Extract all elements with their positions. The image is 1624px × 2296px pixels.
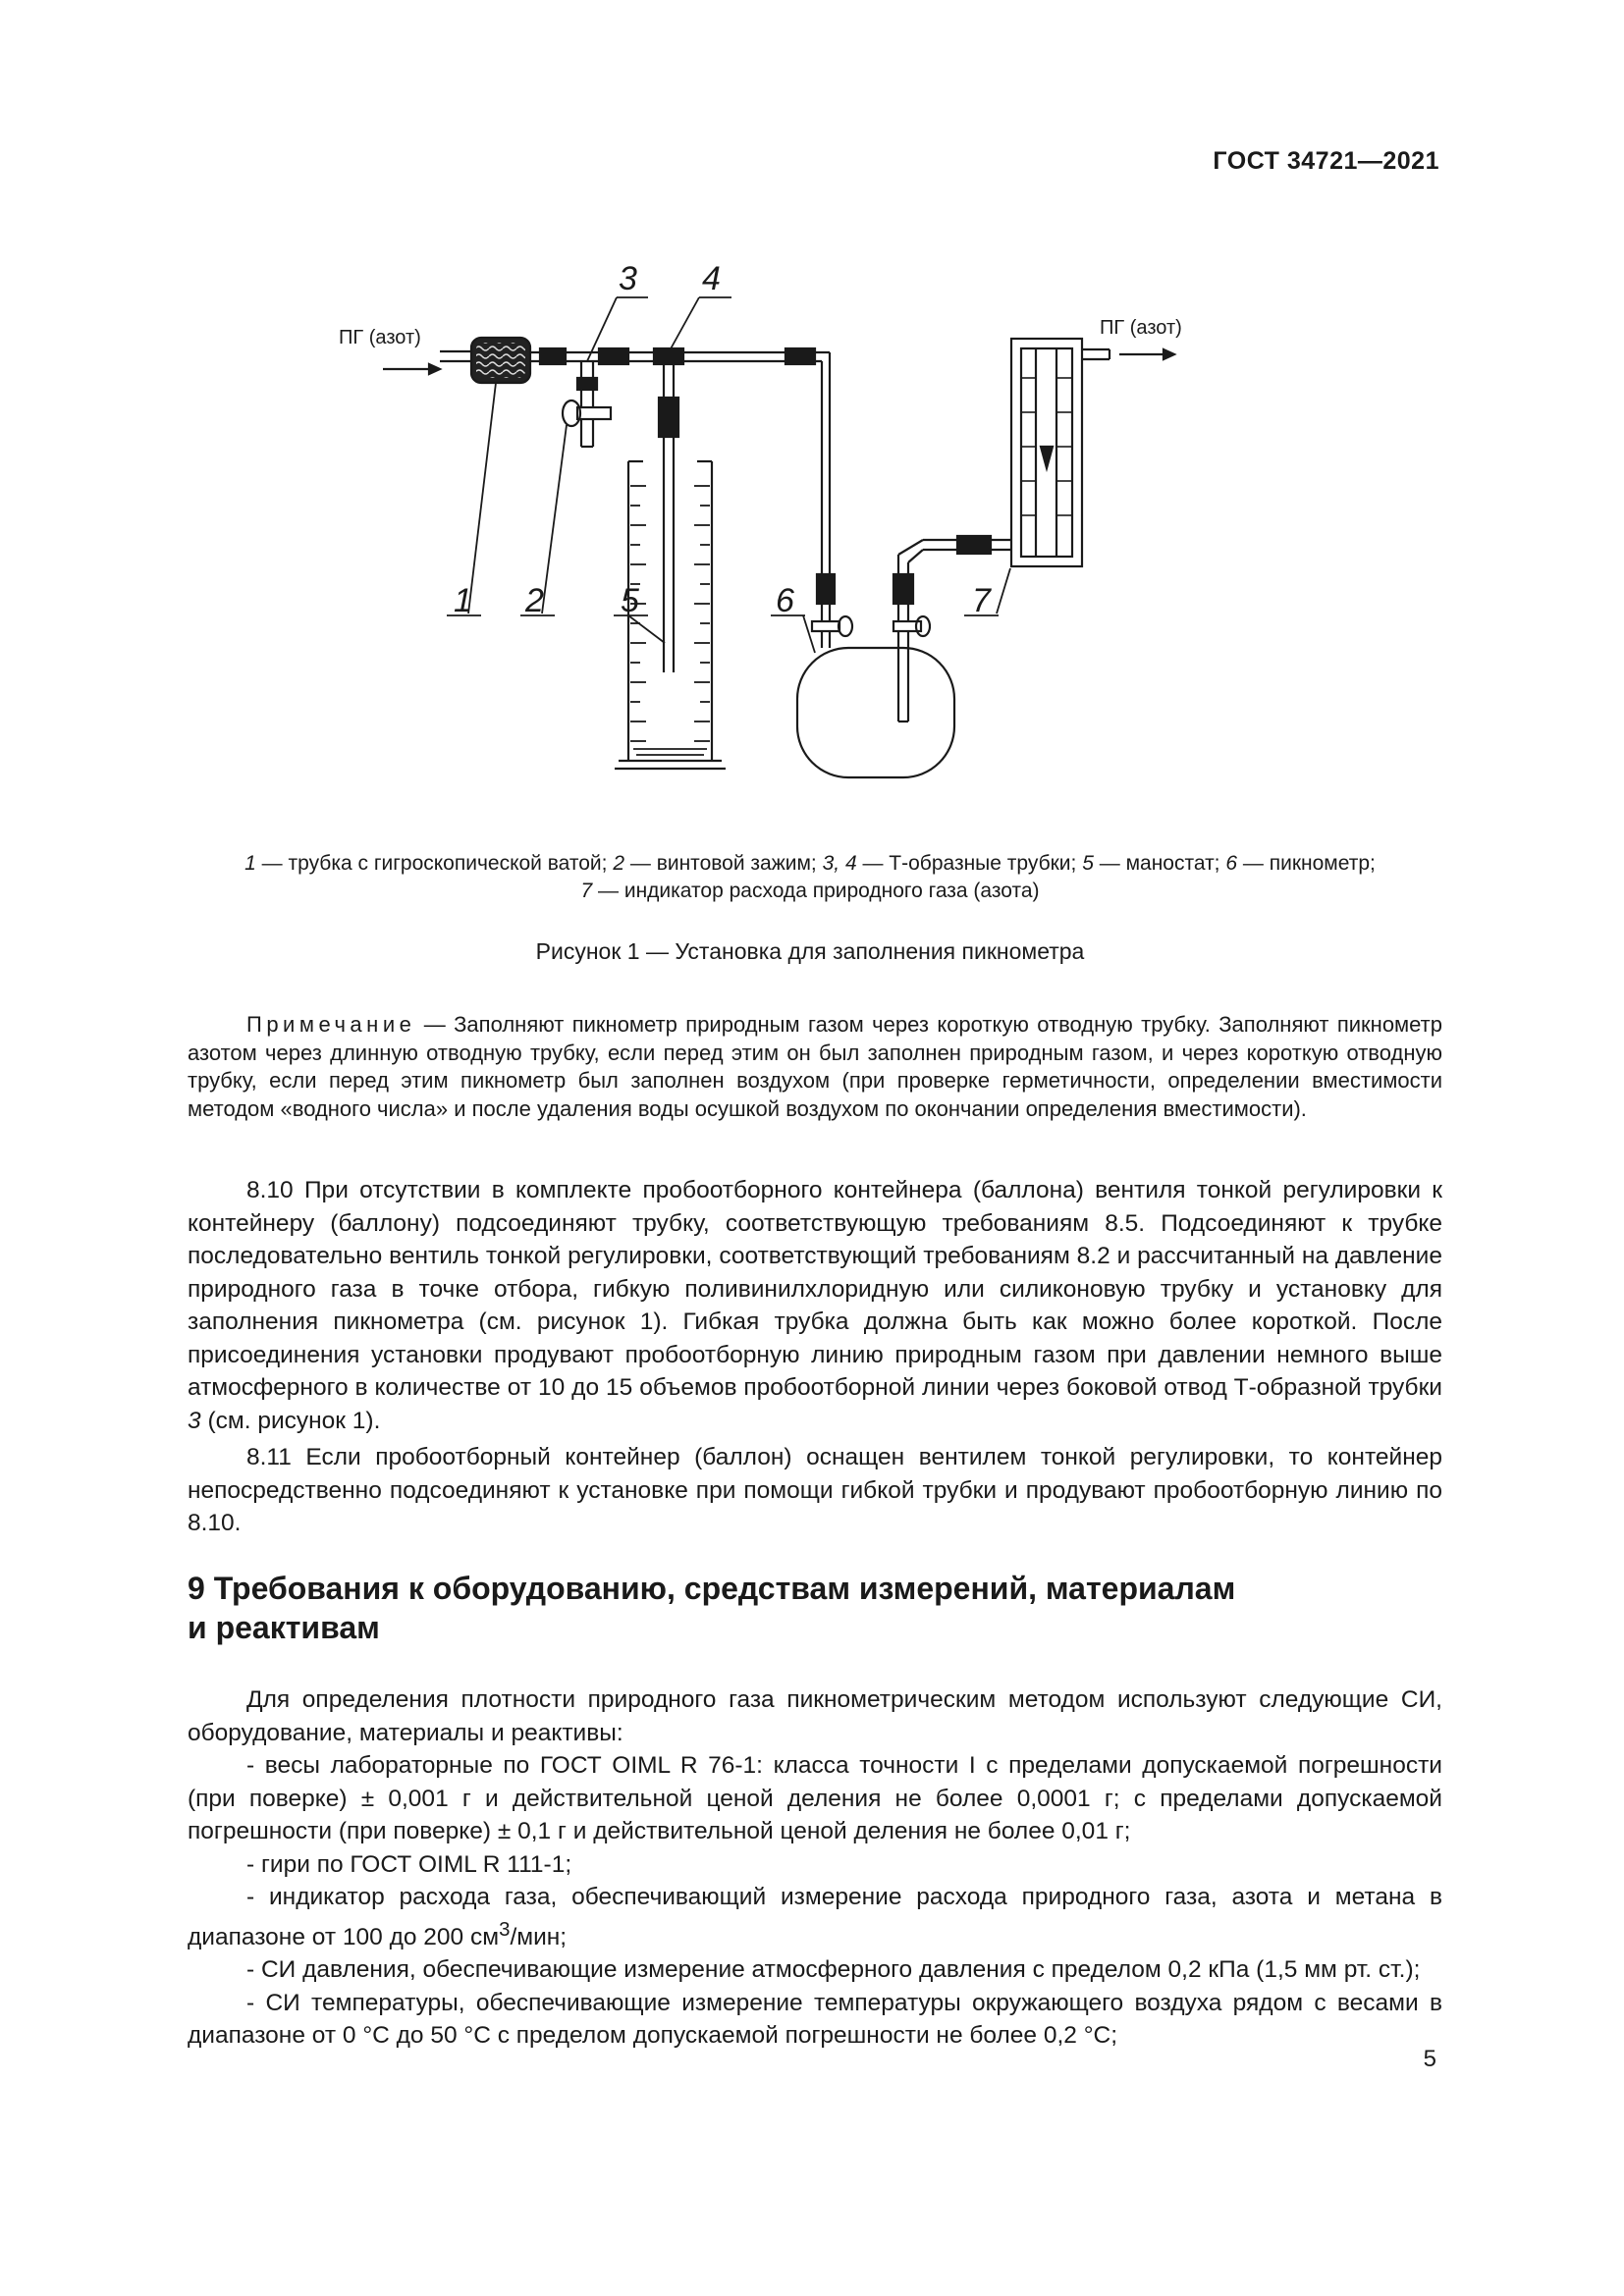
section-9-intro: Для определения плотности природного газа пикнометрическим методом используют следующие СИ, оборудование, материалы и реактивы: bbox=[188, 1686, 1442, 1746]
page-number: 5 bbox=[1423, 2046, 1436, 2072]
standard-code-header: ГОСТ 34721—2021 bbox=[1213, 147, 1439, 175]
equipment-item-temperature: - СИ температуры, обеспечивающие измерение температуры окружающего воздуха рядом с весами в диапазоне от 0 °С до 50 °С с пределом допускаемой погрешности не более 0,2 °С; bbox=[188, 1989, 1442, 2050]
section-9-title-line-2: и реактивам bbox=[188, 1610, 380, 1645]
callout-6: 6 bbox=[776, 582, 794, 619]
legend-num: 5 bbox=[1082, 852, 1094, 875]
legend-num: 2 bbox=[613, 852, 625, 875]
equipment-item-flow-indicator bbox=[188, 1881, 1442, 1953]
equipment-item-weights: - гири по ГОСТ OIML R 111-1; bbox=[246, 1850, 572, 1878]
equipment-item-scales: - весы лабораторные по ГОСТ OIML R 76-1: класса точности I с пределами допускаемой погрешности (при поверке) ± 0,001 г и действительной ценой деления не более 0,0001 г; с пределами допускаемой погрешности (при поверке) ± 0,1 г и действительной ценой деления не более 0,01 г; bbox=[188, 1752, 1442, 1844]
paragraph-8-10-text-a: 8.10 При отсутствии в комплекте пробоотборного контейнера (баллона) вентиля тонкой регулировки к контейнеру (баллону) подсоединяют трубку, соответствующую требованиям 8.5. Подсоединяют к трубке последовательно вентиль тонкой регулировки, соответствующий требованиям 8.2 и рассчитанный на давление природного газа в точке отбора, гибкую поливинилхлоридную или силиконовую трубку и установку для заполнения пикнометра (см. рисунок 1). Гибкая трубка должна быть как можно более короткой. После присоединения установки продувают пробоотборную линию природным газом при давлении немного выше атмосферного в количестве от 10 до 15 объемов пробоотборной линии через боковой отвод Т-образной трубки bbox=[188, 1177, 1442, 1401]
callout-3: 3 bbox=[619, 260, 637, 297]
callout-7: 7 bbox=[972, 582, 991, 619]
paragraph-8-10-ref: 3 bbox=[188, 1407, 201, 1434]
callout-4: 4 bbox=[702, 260, 721, 297]
equipment-item-flow-unit: /мин; bbox=[510, 1923, 568, 1950]
paragraph-8-10-text-b: (см. рисунок 1). bbox=[200, 1407, 381, 1434]
legend-text: — маностат; bbox=[1093, 852, 1226, 875]
note-label: Примечание bbox=[246, 1012, 416, 1037]
legend-text: — трубка с гигроскопической ватой; bbox=[255, 852, 614, 875]
inlet-arrow-head bbox=[429, 364, 440, 374]
legend-num: 6 bbox=[1225, 852, 1238, 875]
equipment-item-flow-text: - индикатор расхода газа, обеспечивающий измерение расхода природного газа, азота и метана в диапазоне от 100 до 200 см bbox=[188, 1884, 1442, 1950]
paragraph-8-11 bbox=[188, 1441, 1442, 1540]
section-9-body bbox=[188, 1683, 1442, 2053]
note-text: — Заполняют пикнометр природным газом через короткую отводную трубку. Заполняют пикнометр азотом через длинную отводную трубку, если перед этим он был заполнен природным газом, и через короткую отводную трубку, если перед этим пикнометр был заполнен воздухом (при проверке герметичности, определении вместимости методом «водного числа» и после удаления воды осушкой воздухом по окончании определения вместимости). bbox=[188, 1012, 1442, 1121]
legend-num: 1 bbox=[244, 852, 256, 875]
legend-text: — индикатор расхода природного газа (азота) bbox=[592, 880, 1040, 902]
paragraph-8-10 bbox=[188, 1174, 1442, 1437]
legend-text: — пикнометр; bbox=[1237, 852, 1376, 875]
pycnometer-6 bbox=[797, 648, 954, 777]
legend-text: — винтовой зажим; bbox=[624, 852, 823, 875]
callout-2: 2 bbox=[525, 582, 544, 619]
outlet-arrow-head bbox=[1164, 349, 1174, 359]
equipment-item-pressure: - СИ давления, обеспечивающие измерение атмосферного давления с пределом 0,2 кПа (1,5 мм рт. ст.); bbox=[246, 1956, 1421, 1984]
legend-line-2 bbox=[157, 878, 1463, 905]
legend-num: 3, 4 bbox=[822, 852, 857, 875]
note-block bbox=[188, 1011, 1442, 1123]
paragraph-8-11-text: 8.11 Если пробоотборный контейнер (баллон) оснащен вентилем тонкой регулировки, то контейнер непосредственно подсоединяют к установке при помощи гибкой трубки и продувают пробоотборную линию по 8.10. bbox=[188, 1444, 1442, 1536]
figure-1-diagram bbox=[324, 250, 1208, 800]
callout-1: 1 bbox=[454, 582, 472, 619]
legend-num: 7 bbox=[580, 880, 593, 902]
section-9-title-line-1: 9 Требования к оборудованию, средствам измерений, материалам bbox=[188, 1571, 1236, 1606]
legend-text: — Т-образные трубки; bbox=[856, 852, 1083, 875]
outlet-label: ПГ (азот) bbox=[1100, 317, 1182, 339]
inlet-label: ПГ (азот) bbox=[339, 327, 421, 348]
section-9-heading bbox=[188, 1569, 1442, 1647]
callout-5: 5 bbox=[621, 582, 639, 619]
figure-legend bbox=[157, 850, 1463, 905]
figure-title: Рисунок 1 — Установка для заполнения пикнометра bbox=[535, 938, 1085, 964]
unit-superscript: 3 bbox=[499, 1918, 511, 1941]
legend-line-1 bbox=[157, 850, 1463, 878]
